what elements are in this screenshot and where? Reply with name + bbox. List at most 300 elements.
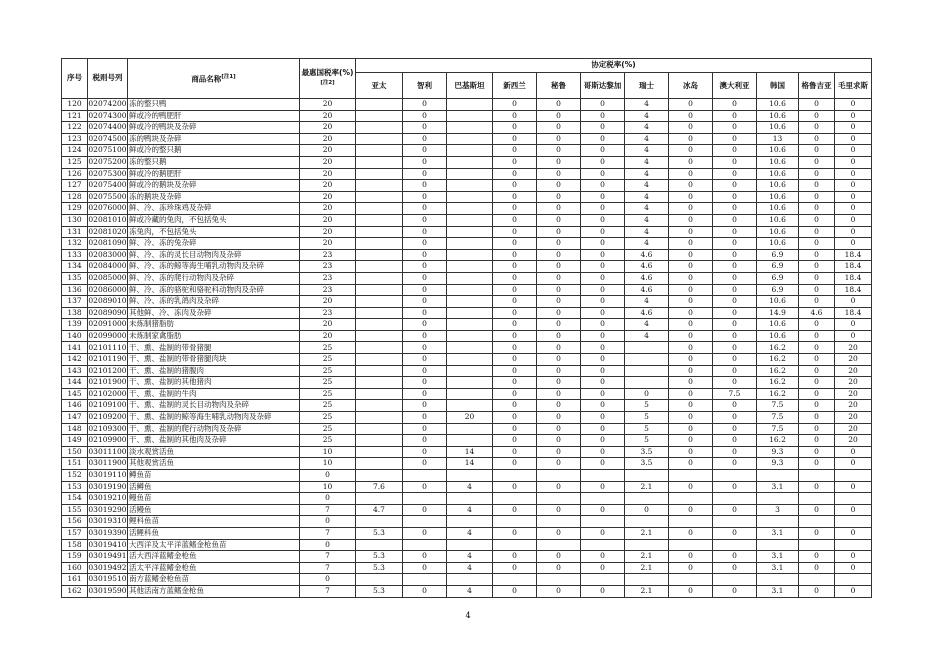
rate-cell: 0 — [537, 272, 581, 284]
rate-cell: 0 — [537, 377, 581, 389]
table-row — [62, 296, 872, 308]
rate-cell: 0 — [713, 272, 757, 284]
rate-cell: 0 — [493, 203, 537, 215]
name-cell: 鲜或冷的鸭块及杂碎 — [128, 122, 300, 134]
mfn-cell: 0 — [300, 539, 356, 551]
rate-cell: 3.1 — [757, 481, 799, 493]
rate-cell: 0 — [403, 562, 447, 574]
rate-cell: 0 — [799, 551, 835, 563]
table-row — [62, 458, 872, 470]
rate-cell: 0 — [713, 527, 757, 539]
table-row — [62, 585, 872, 597]
name-cell: 鲜或冷的鹅块及杂碎 — [128, 180, 300, 192]
mfn-cell: 0 — [300, 470, 356, 482]
rate-cell: 0 — [493, 272, 537, 284]
mfn-cell: 25 — [300, 354, 356, 366]
rate-cell: 0 — [403, 191, 447, 203]
rate-cell: 0 — [581, 145, 625, 157]
rate-cell: 10.6 — [757, 168, 799, 180]
rate-cell: 0 — [403, 249, 447, 261]
rate-cell: 0 — [713, 435, 757, 447]
code-cell: 02085000 — [88, 272, 128, 284]
rate-cell: 0 — [403, 203, 447, 215]
rate-cell: 0 — [403, 388, 447, 400]
mfn-cell: 10 — [300, 458, 356, 470]
rate-cell — [356, 400, 403, 412]
rate-cell: 18.4 — [835, 284, 872, 296]
mfn-cell: 10 — [300, 446, 356, 458]
seq-cell: 162 — [62, 585, 88, 597]
code-cell: 03019190 — [88, 481, 128, 493]
rate-cell: 0 — [493, 388, 537, 400]
rate-cell: 0 — [403, 481, 447, 493]
rate-cell — [356, 145, 403, 157]
rate-cell: 0 — [835, 180, 872, 192]
rate-cell: 0 — [669, 307, 713, 319]
rate-cell: 14.9 — [757, 307, 799, 319]
rate-cell: 0 — [537, 99, 581, 111]
name-cell: 活大西洋蓝鳍金枪鱼 — [128, 551, 300, 563]
rate-cell — [713, 493, 757, 505]
header-country: 新西兰 — [493, 73, 537, 99]
mfn-cell: 20 — [300, 145, 356, 157]
rate-cell: 4 — [625, 110, 669, 122]
rate-cell: 0 — [799, 435, 835, 447]
code-cell: 03019290 — [88, 504, 128, 516]
rate-cell: 0 — [493, 180, 537, 192]
rate-cell: 10.6 — [757, 226, 799, 238]
seq-cell: 140 — [62, 330, 88, 342]
rate-cell: 7.6 — [356, 481, 403, 493]
table-row — [62, 412, 872, 424]
rate-cell: 0 — [799, 585, 835, 597]
seq-cell: 142 — [62, 354, 88, 366]
rate-cell: 0 — [713, 156, 757, 168]
rate-cell: 0 — [669, 435, 713, 447]
rate-cell: 0 — [537, 180, 581, 192]
rate-cell — [493, 516, 537, 528]
rate-cell: 0 — [537, 145, 581, 157]
rate-cell: 16.2 — [757, 435, 799, 447]
rate-cell: 0 — [713, 145, 757, 157]
rate-cell: 0 — [799, 412, 835, 424]
rate-cell: 0 — [669, 504, 713, 516]
rate-cell: 5 — [625, 412, 669, 424]
rate-cell: 3.1 — [757, 551, 799, 563]
rate-cell: 0 — [581, 226, 625, 238]
rate-cell: 0 — [403, 319, 447, 331]
table-row — [62, 226, 872, 238]
rate-cell: 4 — [625, 226, 669, 238]
rate-cell: 10.6 — [757, 180, 799, 192]
rate-cell — [625, 354, 669, 366]
rate-cell: 0 — [493, 435, 537, 447]
name-cell: 鳗鱼苗 — [128, 493, 300, 505]
rate-cell — [356, 319, 403, 331]
rate-cell — [447, 238, 493, 250]
page-number: 4 — [465, 611, 471, 620]
rate-cell — [493, 470, 537, 482]
rate-cell: 0 — [493, 504, 537, 516]
rate-cell: 0 — [669, 446, 713, 458]
name-cell: 鲜或冷的鹅肥肝 — [128, 168, 300, 180]
rate-cell: 0 — [537, 412, 581, 424]
rate-cell — [447, 180, 493, 192]
rate-cell — [757, 516, 799, 528]
mfn-cell: 20 — [300, 330, 356, 342]
seq-cell: 136 — [62, 284, 88, 296]
table-row — [62, 238, 872, 250]
table-row — [62, 539, 872, 551]
code-cell: 03011100 — [88, 446, 128, 458]
mfn-cell: 23 — [300, 249, 356, 261]
rate-cell: 0 — [581, 180, 625, 192]
mfn-cell: 7 — [300, 551, 356, 563]
rate-cell: 4 — [625, 133, 669, 145]
rate-cell: 0 — [493, 238, 537, 250]
rate-cell: 0 — [581, 168, 625, 180]
code-cell: 02099000 — [88, 330, 128, 342]
rate-cell: 4 — [625, 122, 669, 134]
rate-cell: 0 — [625, 388, 669, 400]
rate-cell: 0 — [713, 99, 757, 111]
mfn-cell: 23 — [300, 284, 356, 296]
mfn-cell: 23 — [300, 272, 356, 284]
rate-cell: 0 — [799, 388, 835, 400]
rate-cell: 4 — [625, 145, 669, 157]
mfn-cell: 7 — [300, 562, 356, 574]
rate-cell: 0 — [835, 458, 872, 470]
rate-cell: 0 — [403, 551, 447, 563]
rate-cell: 4 — [625, 191, 669, 203]
seq-cell: 123 — [62, 133, 88, 145]
rate-cell: 0 — [493, 226, 537, 238]
header-country: 哥斯达黎加 — [581, 73, 625, 99]
rate-cell — [356, 307, 403, 319]
code-cell: 02102000 — [88, 388, 128, 400]
rate-cell: 0 — [835, 203, 872, 215]
rate-cell — [669, 493, 713, 505]
rate-cell: 6.9 — [757, 249, 799, 261]
rate-cell: 10.6 — [757, 145, 799, 157]
rate-cell: 0 — [713, 238, 757, 250]
code-cell: 02091000 — [88, 319, 128, 331]
rate-cell: 20 — [835, 342, 872, 354]
rate-cell: 0 — [493, 562, 537, 574]
rate-cell: 0 — [581, 388, 625, 400]
rate-cell: 0 — [537, 307, 581, 319]
rate-cell: 0 — [669, 388, 713, 400]
rate-cell: 0 — [713, 191, 757, 203]
rate-cell: 4 — [447, 551, 493, 563]
rate-cell: 0 — [537, 249, 581, 261]
rate-cell: 4 — [447, 527, 493, 539]
table-row — [62, 574, 872, 586]
rate-cell: 20 — [835, 377, 872, 389]
rate-cell: 3 — [757, 504, 799, 516]
rate-cell: 20 — [835, 423, 872, 435]
rate-cell: 0 — [493, 156, 537, 168]
rate-cell — [713, 470, 757, 482]
rate-cell — [447, 99, 493, 111]
rate-cell — [835, 493, 872, 505]
rate-cell: 0 — [493, 412, 537, 424]
rate-cell: 0 — [669, 296, 713, 308]
rate-cell — [356, 574, 403, 586]
table-row — [62, 133, 872, 145]
table-row — [62, 330, 872, 342]
code-cell: 03019390 — [88, 527, 128, 539]
rate-cell: 0 — [403, 296, 447, 308]
rate-cell: 0 — [669, 99, 713, 111]
table-row — [62, 342, 872, 354]
rate-cell: 10.6 — [757, 110, 799, 122]
rate-cell — [356, 342, 403, 354]
rate-cell: 4 — [625, 168, 669, 180]
rate-cell: 0 — [713, 296, 757, 308]
rate-cell: 16.2 — [757, 354, 799, 366]
table-row — [62, 307, 872, 319]
rate-cell — [625, 365, 669, 377]
rate-cell: 10.6 — [757, 99, 799, 111]
rate-cell: 0 — [493, 377, 537, 389]
rate-cell: 0 — [835, 504, 872, 516]
header-code: 税则号列 — [88, 59, 128, 99]
rate-cell — [537, 539, 581, 551]
code-cell: 02101190 — [88, 354, 128, 366]
rate-cell: 0 — [581, 284, 625, 296]
code-cell: 02101200 — [88, 365, 128, 377]
mfn-cell: 20 — [300, 122, 356, 134]
code-cell: 02075400 — [88, 180, 128, 192]
rate-cell — [447, 377, 493, 389]
rate-cell: 0 — [835, 481, 872, 493]
rate-cell: 0 — [493, 168, 537, 180]
rate-cell: 0 — [403, 168, 447, 180]
rate-cell — [835, 516, 872, 528]
rate-cell — [669, 516, 713, 528]
table-row — [62, 180, 872, 192]
rate-cell: 4 — [625, 156, 669, 168]
code-cell: 02081010 — [88, 214, 128, 226]
table-row — [62, 156, 872, 168]
rate-cell: 0 — [713, 133, 757, 145]
seq-cell: 155 — [62, 504, 88, 516]
rate-cell: 0 — [493, 110, 537, 122]
rate-cell: 4 — [625, 214, 669, 226]
rate-cell — [356, 110, 403, 122]
rate-cell: 18.4 — [835, 272, 872, 284]
rate-cell: 0 — [537, 388, 581, 400]
rate-cell — [356, 249, 403, 261]
rate-cell: 0 — [537, 133, 581, 145]
rate-cell: 0 — [669, 551, 713, 563]
name-cell: 大西洋及太平洋蓝鳍金枪鱼苗 — [128, 539, 300, 551]
rate-cell — [356, 470, 403, 482]
rate-cell: 0 — [835, 191, 872, 203]
rate-cell — [356, 238, 403, 250]
rate-cell: 0 — [713, 122, 757, 134]
rate-cell — [447, 307, 493, 319]
rate-cell: 0 — [799, 377, 835, 389]
seq-cell: 135 — [62, 272, 88, 284]
name-cell: 干、熏、盐制的其他肉及杂碎 — [128, 435, 300, 447]
rate-cell — [625, 377, 669, 389]
rate-cell — [493, 574, 537, 586]
rate-cell: 0 — [581, 238, 625, 250]
rate-cell — [356, 377, 403, 389]
rate-cell: 0 — [799, 133, 835, 145]
rate-cell: 0 — [403, 99, 447, 111]
code-cell: 02084000 — [88, 261, 128, 273]
rate-cell — [581, 470, 625, 482]
mfn-cell: 20 — [300, 99, 356, 111]
rate-cell — [447, 133, 493, 145]
rate-cell: 14 — [447, 446, 493, 458]
rate-cell: 0 — [835, 133, 872, 145]
seq-cell: 122 — [62, 122, 88, 134]
rate-cell: 7.5 — [757, 400, 799, 412]
name-cell: 鲜或冷藏的兔肉，不包括兔头 — [128, 214, 300, 226]
rate-cell — [799, 516, 835, 528]
name-cell: 冻的整只鹅 — [128, 156, 300, 168]
seq-cell: 132 — [62, 238, 88, 250]
rate-cell: 0 — [669, 249, 713, 261]
code-cell: 02101900 — [88, 377, 128, 389]
rate-cell: 0 — [669, 412, 713, 424]
code-cell: 03019492 — [88, 562, 128, 574]
code-cell: 02076000 — [88, 203, 128, 215]
rate-cell: 0 — [581, 330, 625, 342]
rate-cell: 2.1 — [625, 562, 669, 574]
rate-cell: 0 — [799, 122, 835, 134]
rate-cell: 10.6 — [757, 122, 799, 134]
rate-cell — [356, 261, 403, 273]
name-cell: 未炼制家禽脂肪 — [128, 330, 300, 342]
header-name-label: 商品名称 — [191, 74, 222, 84]
rate-cell: 0 — [403, 133, 447, 145]
rate-cell: 0 — [581, 319, 625, 331]
rate-cell: 0 — [493, 296, 537, 308]
rate-cell: 0 — [799, 365, 835, 377]
rate-cell — [799, 539, 835, 551]
name-cell: 活鲤科鱼 — [128, 527, 300, 539]
rate-cell: 0 — [581, 527, 625, 539]
code-cell: 02081090 — [88, 238, 128, 250]
mfn-cell: 20 — [300, 180, 356, 192]
code-cell: 02074400 — [88, 122, 128, 134]
rate-cell: 0 — [669, 481, 713, 493]
rate-cell — [356, 99, 403, 111]
rate-cell: 0 — [581, 481, 625, 493]
seq-cell: 133 — [62, 249, 88, 261]
rate-cell — [356, 191, 403, 203]
rate-cell: 0 — [835, 527, 872, 539]
code-cell: 02089090 — [88, 307, 128, 319]
rate-cell: 0 — [537, 284, 581, 296]
rate-cell: 0 — [713, 365, 757, 377]
rate-cell: 0 — [581, 110, 625, 122]
mfn-cell: 25 — [300, 365, 356, 377]
header-country: 智利 — [403, 73, 447, 99]
rate-cell: 0 — [669, 226, 713, 238]
rate-cell — [447, 226, 493, 238]
rate-cell: 0 — [581, 133, 625, 145]
mfn-cell: 20 — [300, 238, 356, 250]
code-cell: 02109100 — [88, 400, 128, 412]
rate-cell: 0 — [835, 226, 872, 238]
rate-cell — [356, 226, 403, 238]
rate-cell — [625, 342, 669, 354]
rate-cell: 0 — [799, 99, 835, 111]
rate-cell: 0 — [581, 400, 625, 412]
rate-cell: 0 — [403, 226, 447, 238]
rate-cell — [447, 168, 493, 180]
rate-cell — [581, 574, 625, 586]
rate-cell — [356, 516, 403, 528]
seq-cell: 151 — [62, 458, 88, 470]
header-mfn-note: [注2] — [320, 79, 335, 86]
name-cell: 干、熏、盐制的灵长目动物肉及杂碎 — [128, 400, 300, 412]
seq-cell: 143 — [62, 365, 88, 377]
rate-cell: 0 — [537, 342, 581, 354]
rate-cell: 0 — [493, 446, 537, 458]
rate-cell: 0 — [713, 214, 757, 226]
rate-cell: 0 — [403, 527, 447, 539]
mfn-cell: 20 — [300, 203, 356, 215]
code-cell: 02083000 — [88, 249, 128, 261]
rate-cell: 0 — [835, 296, 872, 308]
rate-cell: 0 — [799, 180, 835, 192]
rate-cell: 0 — [581, 261, 625, 273]
seq-cell: 127 — [62, 180, 88, 192]
rate-cell: 0 — [799, 504, 835, 516]
rate-cell: 0 — [799, 296, 835, 308]
rate-cell: 0 — [835, 110, 872, 122]
rate-cell: 0 — [799, 168, 835, 180]
table-row — [62, 110, 872, 122]
rate-cell — [447, 272, 493, 284]
rate-cell — [713, 516, 757, 528]
rate-cell: 0 — [799, 238, 835, 250]
seq-cell: 152 — [62, 470, 88, 482]
seq-cell: 161 — [62, 574, 88, 586]
rate-cell: 0 — [581, 551, 625, 563]
rate-cell — [537, 493, 581, 505]
rate-cell: 0 — [713, 423, 757, 435]
code-cell: 02109900 — [88, 435, 128, 447]
rate-cell: 0 — [537, 191, 581, 203]
rate-cell: 0 — [537, 585, 581, 597]
rate-cell — [757, 493, 799, 505]
table-row — [62, 145, 872, 157]
rate-cell — [625, 539, 669, 551]
rate-cell — [356, 458, 403, 470]
rate-cell: 0 — [493, 307, 537, 319]
rate-cell: 0 — [581, 365, 625, 377]
rate-cell: 0 — [581, 458, 625, 470]
rate-cell — [356, 168, 403, 180]
name-cell: 鲜、冷、冻的鲸等海生哺乳动物肉及杂碎 — [128, 261, 300, 273]
rate-cell: 16.2 — [757, 377, 799, 389]
rate-cell: 0 — [537, 562, 581, 574]
header-country: 秘鲁 — [537, 73, 581, 99]
table-row — [62, 562, 872, 574]
rate-cell — [447, 354, 493, 366]
rate-cell: 0 — [581, 446, 625, 458]
rate-cell: 0 — [537, 400, 581, 412]
name-cell: 鲜、冷、冻的灵长目动物肉及杂碎 — [128, 249, 300, 261]
